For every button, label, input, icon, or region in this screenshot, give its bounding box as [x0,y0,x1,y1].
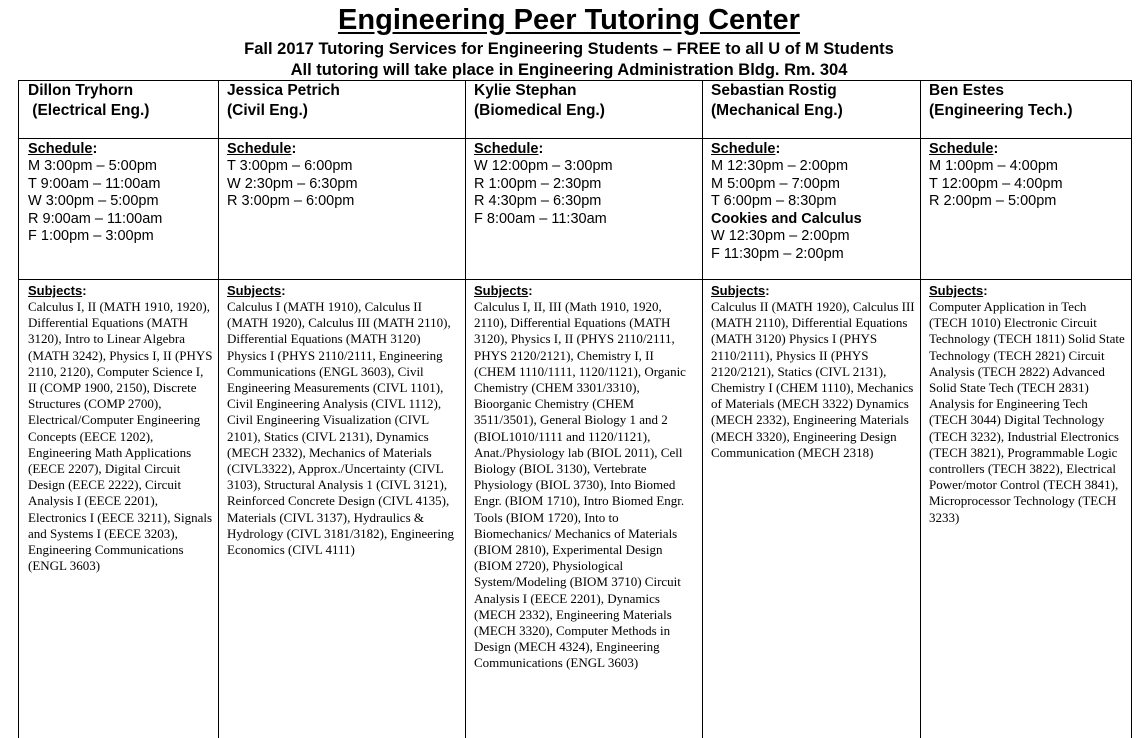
schedule-slot: T 12:00pm – 4:00pm [929,175,1063,192]
subjects-label: Subjects [227,283,282,298]
schedule-list [711,158,862,264]
tutor-name: Sebastian Rostig [711,82,837,99]
schedule-heading: Schedule: [929,141,999,157]
schedule-label: Schedule [711,141,776,157]
subjects-heading: Subjects: [929,283,988,298]
schedule-label: Schedule [929,141,994,157]
schedule-heading: Schedule: [28,141,98,157]
schedule-slot: M 5:00pm – 7:00pm [711,175,840,192]
schedule-slot: R 2:00pm – 5:00pm [929,193,1057,210]
subjects-heading: Subjects: [28,283,87,298]
schedule-heading: Schedule: [227,141,297,157]
tutor-name: Kylie Stephan [474,82,577,99]
schedule-list [227,158,358,211]
header-row-divider [18,138,1132,139]
column-divider [218,80,219,738]
schedule-slot: R 3:00pm – 6:00pm [227,193,355,210]
schedule-slot: M 1:00pm – 4:00pm [929,158,1058,174]
schedule-slot: T 6:00pm – 8:30pm [711,193,837,210]
schedule-label: Schedule [474,141,539,157]
subjects-text: Calculus I, II (MATH 1910, 1920), Differential Equations (MATH 3120), Intro to Linear Algebra (MATH 3242), Physics I, II (PHYS 2110, 2120), Computer Science I, II (COMP 1900, 2150), Discrete Structures (COMP 2700), Electrical/Computer Engineering Concepts (EECE 1202), Engineering Math Applications (EECE 2207), Digital Circuit Design (EECE 2222), Circuit Analysis I (EECE 2201), Electronics I (EECE 3211), Signals and Systems I (EECE 3203), Engineering Communications (ENGL 3603) [28,299,213,574]
subjects-label: Subjects [28,283,83,298]
schedule-list [28,158,162,246]
schedule-slot: W 3:00pm – 5:00pm [28,193,159,210]
subjects-label: Subjects [929,283,984,298]
schedule-label: Schedule [227,141,292,157]
tutor-department: (Civil Eng.) [227,102,308,119]
schedule-slot: F 8:00am – 11:30am [474,210,607,227]
tutor-name: Ben Estes [929,82,1004,99]
subjects-text: Calculus II (MATH 1920), Calculus III (MATH 2110), Differential Equations (MATH 3120) Physics I (PHYS 2110/2111), Physics II (PHYS 2120/2121), Statics (CIVL 2131), Chemistry I (CHEM 1110), Mechanics of Materials (MECH 3322) Dynamics (MECH 2332), Engineering Materials (MECH 3320), Engineering Design Communication (MECH 2318) [711,299,915,460]
schedule-slot: W 12:30pm – 2:00pm [711,228,850,245]
tutor-department: (Biomedical Eng.) [474,102,605,119]
schedule-slot: R 1:00pm – 2:30pm [474,175,602,192]
tutor-name: Jessica Petrich [227,82,340,99]
tutor-name: Dillon Tryhorn [28,82,134,99]
schedule-slot: F 11:30pm – 2:00pm [711,245,844,262]
table-left-border [18,80,19,738]
schedule-slot: F 1:00pm – 3:00pm [28,228,154,245]
subjects-heading: Subjects: [474,283,533,298]
special-session-heading: Cookies and Calculus [711,210,862,227]
column-divider [920,80,921,738]
schedule-heading: Schedule: [474,141,544,157]
tutor-department: (Electrical Eng.) [28,102,150,119]
subjects-text: Calculus I, II, III (Math 1910, 1920, 2110), Differential Equations (MATH 3120), Physics I, II (PHYS 2110/2111, PHYS 2120/2121), Chemistry I, II (CHEM 1110/1111, 1120/1121), Organic Chemistry (CHEM 3301/3310), Bioorganic Chemistry (CHEM 3511/3501), General Biology 1 and 2 (BIOL1010/1111 and 1120/1121), Anat./Physiology lab (BIOL 2011), Cell Biology (BIOL 3130), Vertebrate Physiology (BIOL 3730), Into Biomed Engr. (BIOM 1710), Intro Biomed Engr. Tools (BIOM 1720), Into to Biomechanics/ Mechanics of Materials (BIOM 2810), Experimental Design (BIOM 2720), Physiological System/Modeling (BIOM 3710) Circuit Analysis I (EECE 2201), Dynamics (MECH 2332), Engineering Materials (MECH 3320), Computer Methods in Design (MECH 4324), Engineering Communications (ENGL 3603) [474,299,686,671]
page-subtitle: Fall 2017 Tutoring Services for Engineering Students – FREE to all U of M Students [244,40,894,58]
schedule-row-divider [18,279,1132,280]
schedule-list [474,158,613,228]
subjects-heading: Subjects: [227,283,286,298]
schedule-slot: M 3:00pm – 5:00pm [28,158,157,174]
schedule-label: Schedule [28,141,93,157]
schedule-slot: R 4:30pm – 6:30pm [474,193,602,210]
subjects-text: Computer Application in Tech (TECH 1010) Electronic Circuit Technology (TECH 1811) Solid State Technology (TECH 2821) Circuit Analysis (TECH 2822) Advanced Solid State Tech (TECH 2831) Analysis for Engineering Tech (TECH 3044) Digital Technology (TECH 3232), Industrial Electronics (TECH 3821), Programmable Logic controllers (TECH 3822), Electrical Power/motor Control (TECH 3841), Microprocessor Technology (TECH 3233) [929,299,1125,525]
subjects-text: Calculus I (MATH 1910), Calculus II (MATH 1920), Calculus III (MATH 2110), Differential Equations (MATH 3120) Physics I (PHYS 2110/2111, Engineering Communications (ENGL 3603), Civil Engineering Measurements (CIVL 1101), Civil Engineering Analysis (CIVL 1112), Civil Engineering Visualization (CIVL 2101), Statics (CIVL 2131), Dynamics (MECH 2332), Mechanics of Materials (CIVL3322), Approx./Uncertainty (CIVL 3103), Structural Analysis 1 (CIVL 3121), Reinforced Concrete Design (CIVL 4135), Materials (CIVL 3137), Hydraulics & Hydrology (CIVL 3181/3182), Engineering Economics (CIVL 4111) [227,299,454,558]
schedule-slot: W 2:30pm – 6:30pm [227,175,358,192]
table-right-border [1131,80,1132,738]
column-divider [465,80,466,738]
tutor-department: (Engineering Tech.) [929,102,1073,119]
subjects-label: Subjects [711,283,766,298]
page-title: Engineering Peer Tutoring Center [338,4,800,36]
schedule-slot: W 12:00pm – 3:00pm [474,158,613,174]
tutor-department: (Mechanical Eng.) [711,102,843,119]
schedule-slot: T 3:00pm – 6:00pm [227,158,353,174]
schedule-slot: M 12:30pm – 2:00pm [711,158,849,174]
subjects-label: Subjects [474,283,529,298]
schedule-list [929,158,1063,211]
schedule-slot: T 9:00am – 11:00am [28,175,161,192]
location-note: All tutoring will take place in Engineering Administration Bldg. Rm. 304 [290,61,848,79]
schedule-slot: R 9:00am – 11:00am [28,210,163,227]
column-divider [702,80,703,738]
subjects-heading: Subjects: [711,283,770,298]
schedule-heading: Schedule: [711,141,781,157]
